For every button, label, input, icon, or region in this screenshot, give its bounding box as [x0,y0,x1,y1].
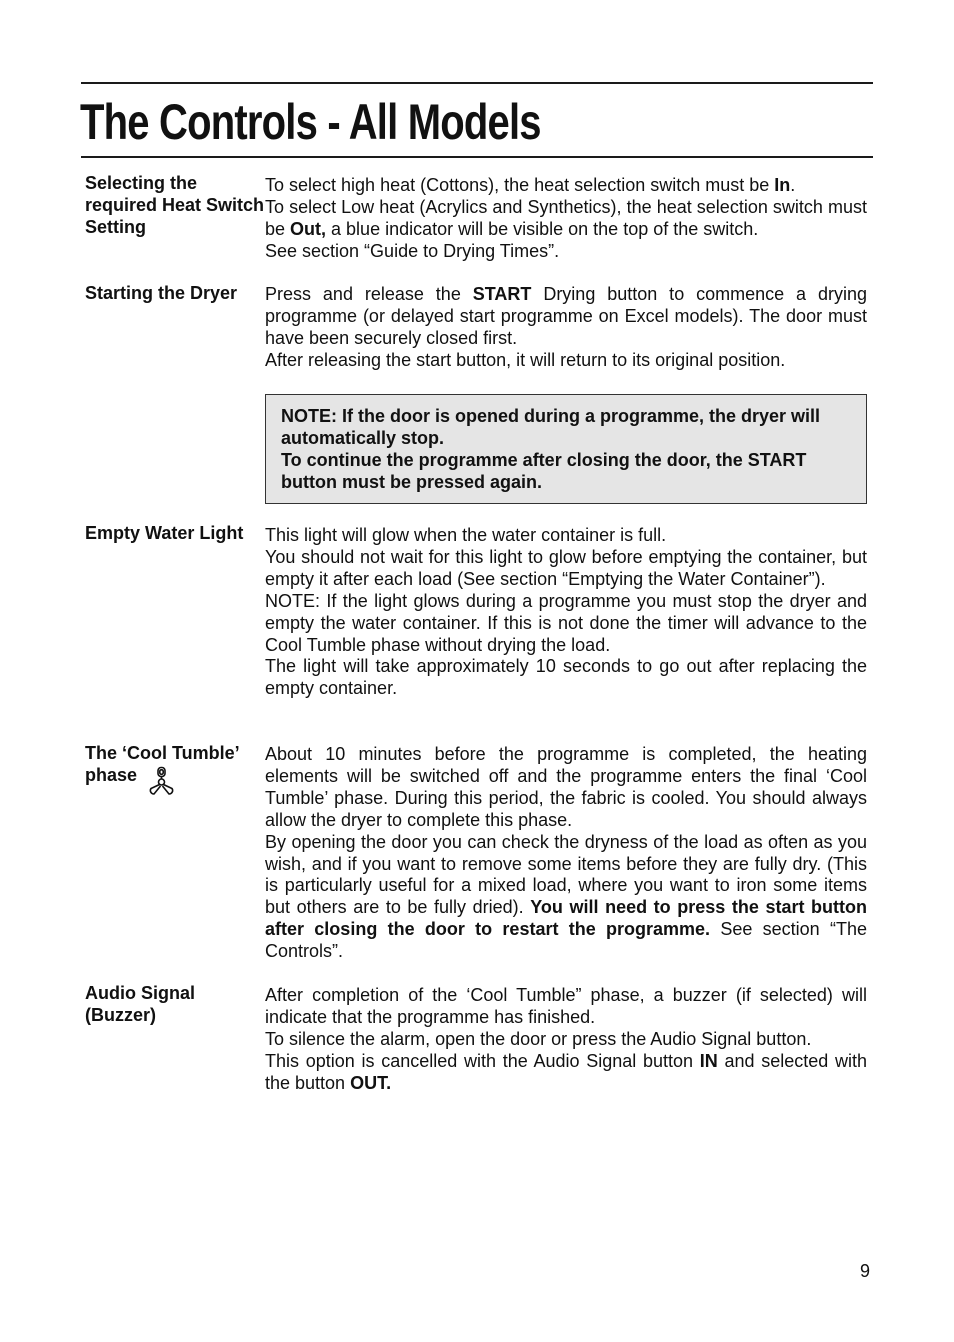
water-para-1: This light will glow when the water container is full. [265,525,667,545]
audio-signal-text [265,985,867,1095]
heat-para-2: To select Low heat (Acrylics and Synthetics), the heat selection switch must be Out, a blue indicator will be visible on the top of the switch. [265,196,867,239]
page-title: The Controls - All Models [80,94,541,150]
water-para-3: NOTE: If the light glows during a programme you must stop the dryer and empty the water container. If this is not done the timer will advance to the Cool Tumble phase without drying the load. [265,590,867,655]
empty-water-light-text [265,525,867,700]
top-rule [81,82,873,84]
cool-tumble-label-line-1: The ‘Cool Tumble’ [85,743,240,763]
audio-para-3: This option is cancelled with the Audio Signal button IN and selected with the button OUT. [265,1050,867,1093]
audio-para-2: To silence the alarm, open the door or press the Audio Signal button. [265,1028,812,1049]
start-para-2: After releasing the start button, it will return to its original position. [265,349,786,370]
water-para-2: You should not wait for this light to glow before emptying the container, but empty it after each load (See section “Emptying the Water Container”). [265,546,867,589]
cool-tumble-text [265,744,867,963]
cool-para-2: By opening the door you can check the dryness of the load as often as you wish, and if you want to remove some items before they are fully dry. (This is particularly useful for a mixed load, where you want to iron some items but others are to be fully dried). You will need to press the start button after closing the door to restart the programme. See section “The Controls”. [265,831,868,962]
heat-para-3: See section “Guide to Drying Times”. [265,240,560,261]
cool-tumble-label [85,742,265,801]
audio-signal-label [85,982,265,1026]
note-line-1: NOTE: If the door is opened during a programme, the dryer will automatically stop. [281,406,821,448]
page-number: 9 [860,1261,871,1281]
start-para-1: Press and release the START Drying button to commence a drying programme (or delayed start programme on Excel models). The door must have been securely closed first. [265,284,867,348]
heat-switch-text [265,175,867,263]
cool-tumble-label-line-2: phase [85,764,265,801]
audio-label-line-2: (Buzzer) [85,1005,156,1025]
starting-dryer-text [265,284,867,372]
fan-icon [145,766,179,801]
title-underline [81,156,873,158]
audio-label-line-1: Audio Signal [85,983,195,1003]
note-line-2: To continue the programme after closing the door, the START button must be pressed again. [281,450,807,492]
heat-para-1: To select high heat (Cottons), the heat selection switch must be In. [265,175,796,195]
door-note-box [265,394,867,504]
water-para-4: The light will take approximately 10 seconds to go out after replacing the empty container. [265,656,867,699]
audio-para-1: After completion of the ‘Cool Tumble” phase, a buzzer (if selected) will indicate that the programme has finished. [265,985,867,1027]
heat-switch-label: Selecting the required Heat Switch Setting [85,173,265,237]
starting-dryer-label: Starting the Dryer [85,283,238,303]
cool-para-1: About 10 minutes before the programme is completed, the heating elements will be switched off and the programme enters the final ‘Cool Tumble’ phase. During this period, the fabric is cooled. You should always allow the dryer to complete this phase. [265,744,867,830]
empty-water-light-label: Empty Water Light [85,523,244,543]
